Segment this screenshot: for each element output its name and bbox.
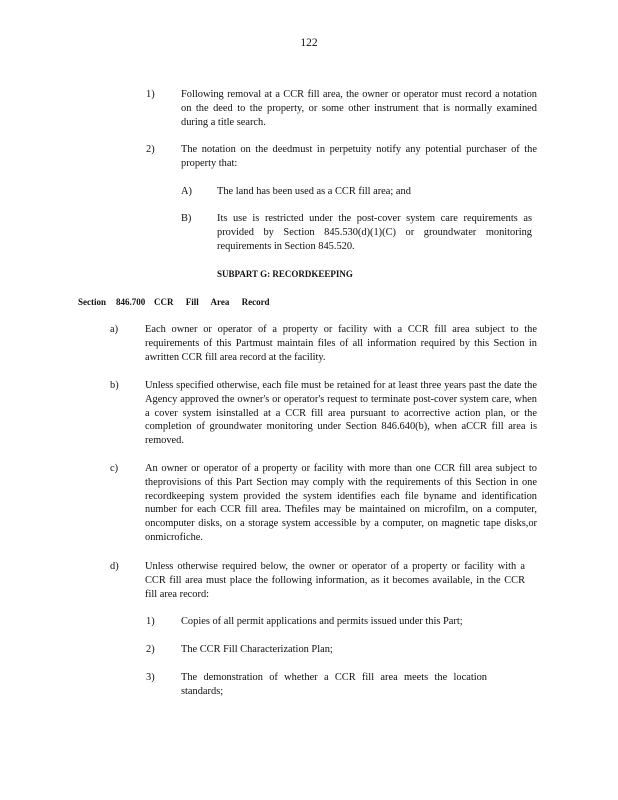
section-item-text: Unless otherwise required below, the owner or operator of a property or facility with a CCR fill area must place the following information, as it becomes available, in the CCR fill area record: <box>145 561 525 600</box>
section-item-text: Each owner or operator of a property or facility with a CCR fill area subject to the requirements of this Partmust maintain files of all information required by this Section in awritten CCR fill area record at the facility. <box>145 324 537 363</box>
d-item-number: 2) <box>146 644 155 655</box>
section-item-text: An owner or operator of a property or facility with more than one CCR fill area subject to theprovisions of this Part Section may comply with the requirements of this Section in one recordkeeping system provided the system identifies each file byname and identification number for each CCR fill area. Thefiles may be maintained on microfilm, on a computer, oncomputer disks, on a storage system accessible by a computer, on magnetic tape disks,or onmicrofiche. <box>145 463 537 543</box>
page-number: 122 <box>300 37 318 49</box>
subitem-text: The land has been used as a CCR fill area; and <box>217 186 411 197</box>
subpart-heading: SUBPART G: RECORDKEEPING <box>217 269 353 279</box>
section-title: CCR Fill Area Record <box>154 297 270 307</box>
subitem-letter: B) <box>181 213 192 224</box>
item-number: 1) <box>146 89 155 100</box>
subitem-text: Its use is restricted under the post-cover system care requirements as provided by Section 845.530(d)(1)(C) or groundwater monitoring requirements in Section 845.520. <box>217 213 532 252</box>
section-item-letter: a) <box>110 324 119 335</box>
d-item-number: 3) <box>146 672 155 683</box>
d-item-text: The demonstration of whether a CCR fill area meets the location standards; <box>181 672 487 697</box>
item-text: Following removal at a CCR fill area, the owner or operator must record a notation on the deed to the property, or some other instrument that is normally examined during a title search. <box>181 89 537 128</box>
section-item-text: Unless specified otherwise, each file must be retained for at least three years past the date the Agency approved the owner's or operator's request to terminate post-cover system care, when a cover system isinstalled at a CCR fill area pursuant to acorrective action plan, or the completion of groundwater monitoring under Section 846.640(b), when aCCR fill area is removed. <box>145 380 537 447</box>
item-number: 2) <box>146 144 155 155</box>
section-item-letter: b) <box>110 380 119 391</box>
d-item-number: 1) <box>146 616 155 627</box>
section-item-letter: c) <box>110 463 119 474</box>
subitem-letter: A) <box>181 186 192 197</box>
section-label: Section <box>78 297 106 307</box>
section-number: 846.700 <box>116 297 146 307</box>
d-item-text: The CCR Fill Characterization Plan; <box>181 644 333 655</box>
section-item-letter: d) <box>110 561 119 572</box>
d-item-text: Copies of all permit applications and permits issued under this Part; <box>181 616 463 627</box>
item-text: The notation on the deedmust in perpetuity notify any potential purchaser of the property that: <box>181 144 537 169</box>
